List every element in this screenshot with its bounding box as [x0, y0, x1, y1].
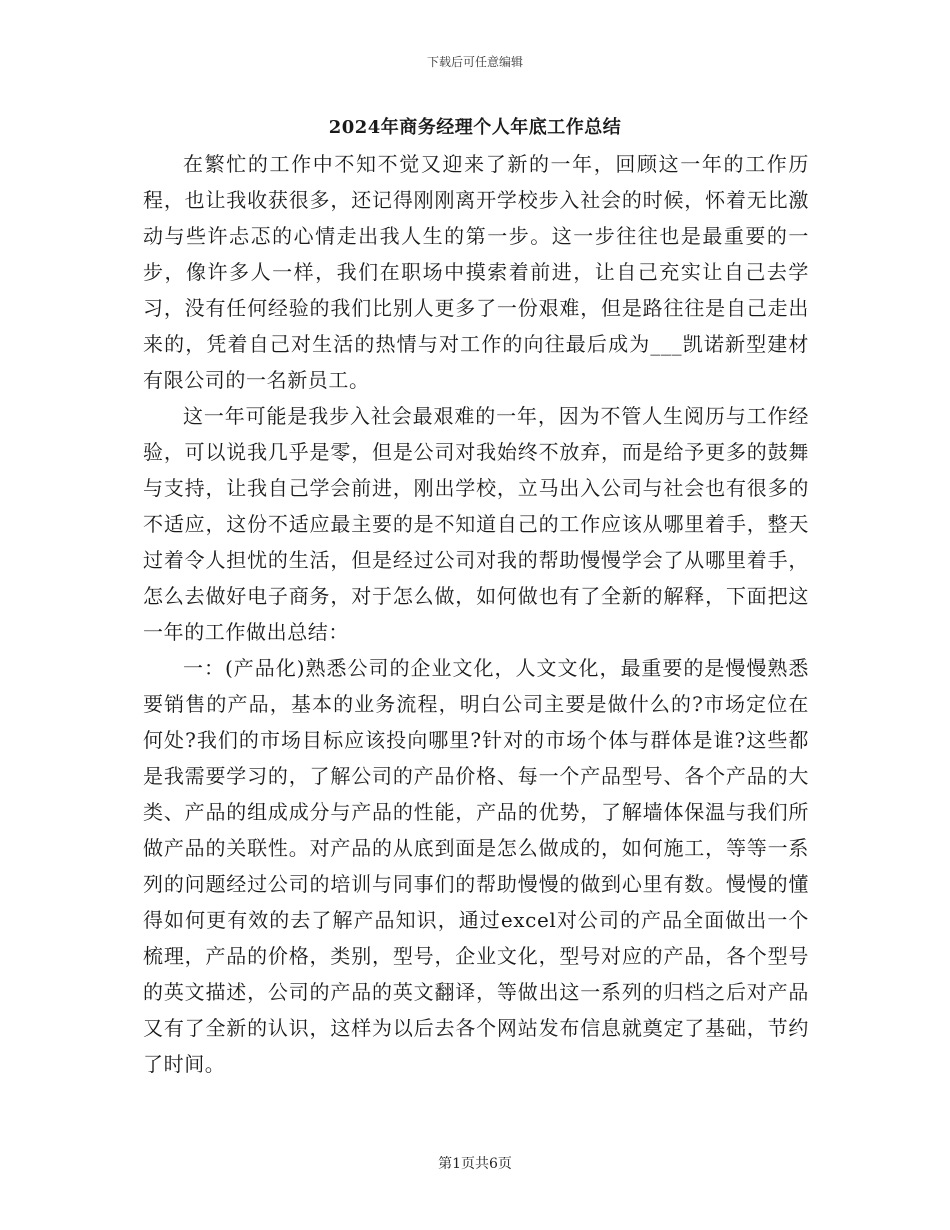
page-header-note: 下载后可任意编辑: [426, 55, 523, 69]
page-number: 第1页共6页: [438, 1156, 512, 1172]
document-body: [143, 146, 809, 1082]
paragraph-first-year: 这一年可能是我步入社会最艰难的一年，因为不管人生阅历与工作经验，可以说我几乎是零，但是公司对我始终不放弃，而是给予更多的鼓舞与支持，让我自己学会前进，刚出学校，立马出入公司与社会也有很多的不适应，这份不适应最主要的是不知道自己的工作应该从哪里着手，整天过着令人担忧的生活，但是经过公司对我的帮助慢慢学会了从哪里着手，怎么去做好电子商务，对于怎么做，如何做也有了全新的解释，下面把这一年的工作做出总结：: [143, 404, 809, 644]
paragraph-intro: 在繁忙的工作中不知不觉又迎来了新的一年，回顾这一年的工作历程，也让我收获很多，还记得刚刚离开学校步入社会的时候，怀着无比激动与些许忐忑的心情走出我人生的第一步。这一步往往也是最重要的一步，像许多人一样，我们在职场中摸索着前进，让自己充实让自己去学习，没有任何经验的我们比别人更多了一份艰难，但是路往往是自己走出来的，凭着自己对生活的热情与对工作的向往最后成为___凯诺新型建材有限公司的一名新员工。: [143, 152, 809, 392]
paragraph-productization: 一：(产品化)熟悉公司的企业文化，人文文化，最重要的是慢慢熟悉要销售的产品，基本的业务流程，明白公司主要是做什么的?市场定位在何处?我们的市场目标应该投向哪里?针对的市场个体与群体是谁?这些都是我需要学习的，了解公司的产品价格、每一个产品型号、各个产品的大类、产品的组成成分与产品的性能，产品的优势，了解墙体保温与我们所做产品的关联性。对产品的从底到面是怎么做成的，如何施工，等等一系列的问题经过公司的培训与同事们的帮助慢慢的做到心里有数。慢慢的懂得如何更有效的去了解产品知识，通过excel对公司的产品全面做出一个梳理，产品的价格，类别，型号，企业文化，型号对应的产品，各个型号的英文描述，公司的产品的英文翻译，等做出这一系列的归档之后对产品又有了全新的认识，这样为以后去各个网站发布信息就奠定了基础，节约了时间。: [143, 656, 809, 1076]
document-title: 2024年商务经理个人年底工作总结: [328, 117, 622, 138]
